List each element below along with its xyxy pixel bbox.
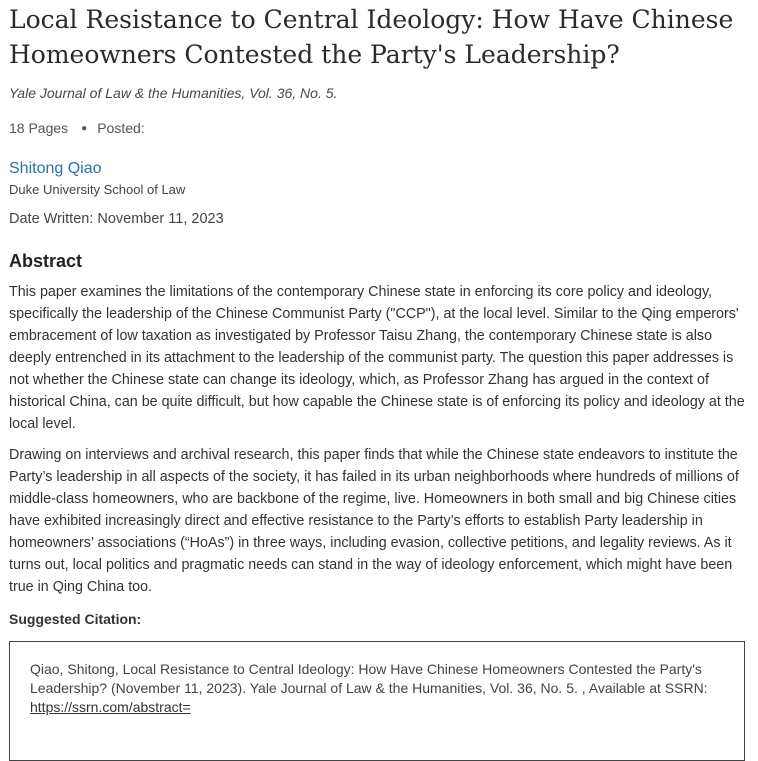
paper-title: Local Resistance to Central Ideology: How Have Chinese Homeowners Contested the Party's Leadership? [9, 5, 734, 69]
citation-link[interactable]: https://ssrn.com/abstract= [30, 699, 191, 715]
author-link[interactable]: Shitong Qiao [9, 160, 102, 177]
paper-page [9, 0, 749, 761]
citation-heading: Suggested Citation: [9, 611, 142, 627]
author-affiliation: Duke University School of Law [9, 182, 186, 197]
journal-reference: Yale Journal of Law & the Humanities, Vol. 36, No. 5. [9, 85, 338, 101]
date-written: Date Written: November 11, 2023 [9, 211, 224, 227]
paper-meta [9, 120, 749, 136]
abstract-heading: Abstract [9, 251, 83, 271]
citation-text: Qiao, Shitong, Local Resistance to Central Ideology: How Have Chinese Homeowners Contested the Party's Leadership? (November 11, 2023). Yale Journal of Law & the Humanities, Vol. 36, No. 5. , Available at SSRN: [30, 661, 708, 696]
separator-dot: ● [81, 122, 88, 134]
page-count: 18 Pages [9, 120, 69, 136]
citation-box [9, 641, 745, 761]
abstract-paragraph: This paper examines the limitations of the contemporary Chinese state in enforcing its core policy and ideology, specifically the leadership of the Chinese Communist Party ("CCP"), at the local level. Similar to the Qing emperors' embracement of low taxation as investigated by Professor Taisu Zhang, the contemporary Chinese state is also deeply entrenched in its attachment to the leadership of the communist party. The question this paper addresses is not whether the Chinese state can change its ideology, which, as Professor Zhang has argued in the context of historical China, can be quite difficult, but how capable the Chinese state is of enforcing its policy and ideology at the local level. [9, 284, 745, 432]
posted-label: Posted: [97, 120, 145, 136]
abstract-paragraph: Drawing on interviews and archival research, this paper finds that while the Chinese state endeavors to institute the Party’s leadership in all aspects of the society, it has failed in its urban neighborhoods where hundreds of millions of middle-class homeowners, who are backbone of the regime, live. Homeowners in both small and big Chinese cities have exhibited increasingly direct and effective resistance to the Party’s efforts to establish Party leadership in homeowners’ associations (“HoAs”) in three ways, including evasion, collective petitions, and legality reviews. As it turns out, local politics and pragmatic needs can stand in the way of ideology enforcement, which might have been true in Qing China too. [9, 447, 739, 595]
